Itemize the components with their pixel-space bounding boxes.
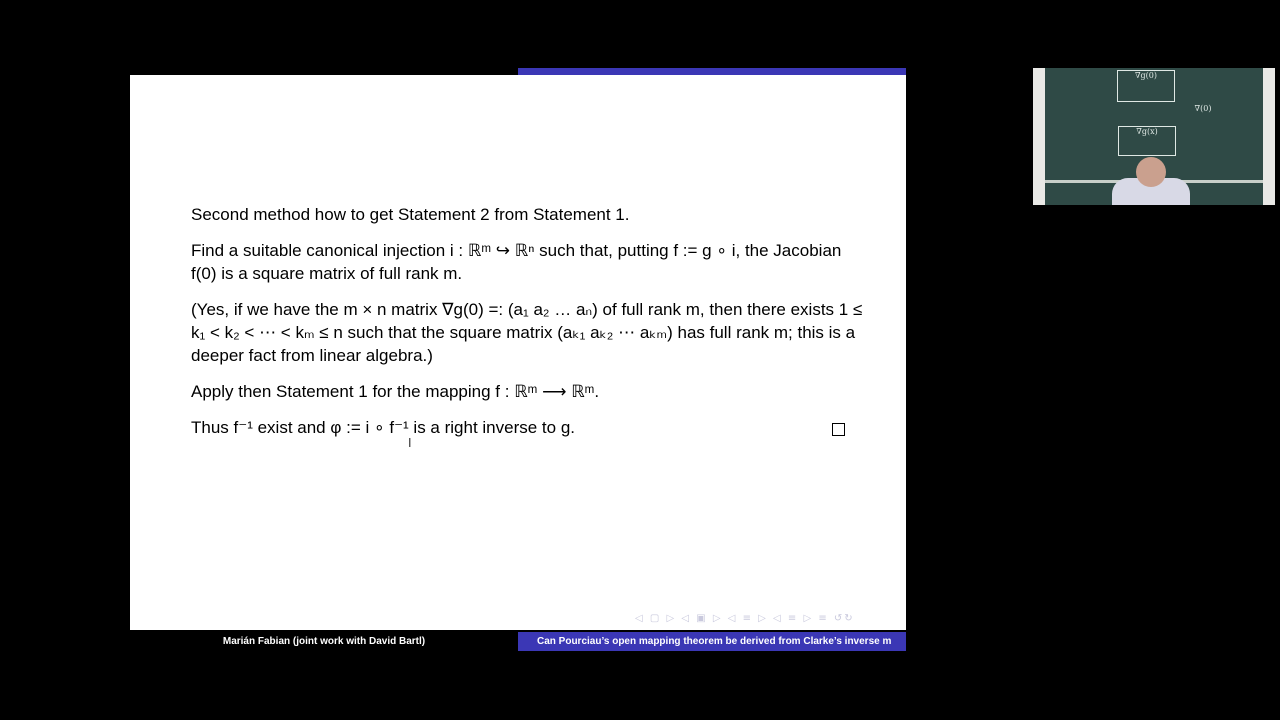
paragraph-1: Second method how to get Statement 2 from Statement 1. (191, 205, 630, 224)
footer-author: Marián Fabian (joint work with David Bartl) (130, 632, 518, 651)
wall-left (1033, 68, 1045, 205)
beamer-navigation-symbols[interactable]: ◁ ▢ ▷ ◁ ▣ ▷ ◁ ≡ ▷ ◁ ≡ ▷ ≡ ↺↻ (635, 613, 855, 624)
qed-box-icon (832, 423, 845, 436)
text-cursor-icon: I (408, 436, 412, 450)
paragraph-3: (Yes, if we have the m × n matrix ∇g(0) =: (a₁ a₂ … aₙ) of full rank m, then there exists 1 ≤ k₁ < k₂ < ⋯ < kₘ ≤ n such that the square matrix (aₖ₁ aₖ₂ ⋯ aₖₘ) has full rank m; this is a deeper fact from linear algebra.) (191, 300, 863, 365)
paragraph-2: Find a suitable canonical injection i : ℝᵐ ↪ ℝⁿ such that, putting f := g ∘ i, the Jacobian f(0) is a square matrix of full rank m. (191, 241, 842, 283)
paragraph-4: Apply then Statement 1 for the mapping f : ℝᵐ ⟶ ℝᵐ. (191, 382, 600, 401)
board-label: ∇(0) (1194, 104, 1212, 113)
board-box-middle: ∇g(x) (1118, 126, 1176, 156)
paragraph-5: Thus f⁻¹ exist and φ := i ∘ f⁻¹ is a right inverse to g. (191, 418, 576, 437)
slide-content (191, 203, 871, 452)
board-box-top: ∇g(0) (1117, 70, 1175, 102)
speaker-head (1136, 157, 1166, 187)
presentation-slide (130, 75, 906, 630)
wall-right (1263, 68, 1275, 205)
footer-title: Can Pourciau’s open mapping theorem be derived from Clarke’s inverse m (518, 632, 906, 651)
